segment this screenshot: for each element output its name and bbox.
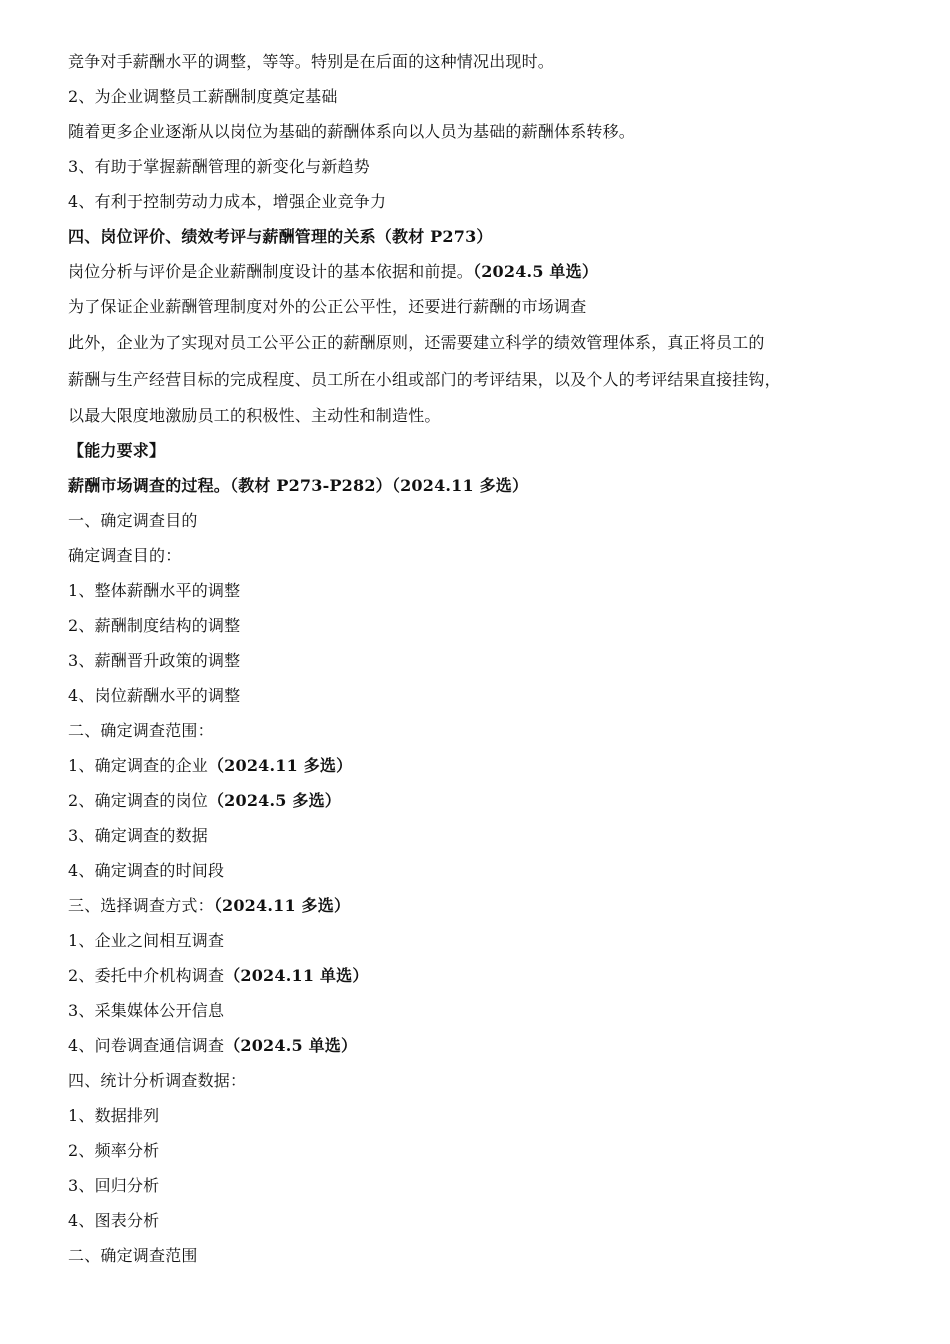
- text-line: [68, 289, 880, 324]
- text-line: [68, 468, 880, 503]
- text-line: [68, 503, 880, 538]
- text-segment: 1、整体薪酬水平的调整: [68, 581, 241, 600]
- text-segment: 4、有利于控制劳动力成本，增强企业竞争力: [68, 192, 387, 211]
- text-line: [68, 853, 880, 888]
- text-segment: 4、图表分析: [68, 1211, 160, 1230]
- bold-text-segment: 【能力要求】: [68, 441, 166, 460]
- text-line: [68, 433, 880, 468]
- text-segment: 薪酬与生产经营目标的完成程度、员工所在小组或部门的考评结果，以及个人的考评结果直接挂钩，: [68, 370, 781, 389]
- text-segment: 四、统计分析调查数据：: [68, 1071, 247, 1090]
- text-segment: 此外，企业为了实现对员工公平公正的薪酬原则，还需要建立科学的绩效管理体系，真正将员工的: [68, 333, 765, 352]
- bold-text-segment: 薪酬市场调查的过程。（教材 P273-P282）（2024.11 多选）: [68, 476, 529, 495]
- text-line: [68, 1063, 880, 1098]
- text-segment: 二、确定调查范围：: [68, 721, 214, 740]
- text-segment: 2、委托中介机构调查: [68, 966, 225, 985]
- text-line: [68, 678, 880, 713]
- text-segment: 4、确定调查的时间段: [68, 861, 225, 880]
- text-line: [68, 783, 880, 818]
- text-segment: 1、数据排列: [68, 1106, 160, 1125]
- document-page: [68, 44, 880, 1273]
- text-line: [68, 1028, 880, 1063]
- text-line: [68, 888, 880, 923]
- text-segment: 为了保证企业薪酬管理制度对外的公正公平性，还要进行薪酬的市场调查: [68, 297, 587, 316]
- text-segment: 竞争对手薪酬水平的调整，等等。特别是在后面的这种情况出现时。: [68, 52, 555, 71]
- text-segment: 2、薪酬制度结构的调整: [68, 616, 241, 635]
- bold-text-segment: （2024.11 多选）: [213, 896, 351, 915]
- text-line: [68, 573, 880, 608]
- bold-text-segment: （2024.11 多选）: [207, 756, 353, 775]
- text-line: [68, 608, 880, 643]
- text-segment: 3、确定调查的数据: [68, 826, 208, 845]
- text-segment: 4、岗位薪酬水平的调整: [68, 686, 241, 705]
- bold-text-segment: （2024.11 单选）: [224, 966, 369, 985]
- text-segment: 2、为企业调整员工薪酬制度奠定基础: [68, 87, 338, 106]
- text-segment: 一、确定调查目的: [68, 511, 198, 530]
- text-segment: 2、确定调查的岗位: [68, 791, 208, 810]
- text-line: [68, 923, 880, 958]
- bold-text-segment: （2024.5 多选）: [207, 791, 341, 810]
- text-line: [68, 538, 880, 573]
- text-segment: 1、确定调查的企业: [68, 756, 208, 775]
- text-line: [68, 324, 880, 361]
- text-line: [68, 748, 880, 783]
- text-line: [68, 44, 880, 79]
- text-segment: 确定调查目的：: [68, 546, 182, 565]
- text-line: [68, 1203, 880, 1238]
- text-segment: 三、选择调查方式：: [68, 896, 214, 915]
- text-line: [68, 114, 880, 149]
- text-line: [68, 1098, 880, 1133]
- text-line: [68, 79, 880, 114]
- text-line: [68, 219, 880, 254]
- text-line: [68, 1133, 880, 1168]
- text-line: [68, 993, 880, 1028]
- text-segment: 3、采集媒体公开信息: [68, 1001, 225, 1020]
- text-segment: 岗位分析与评价是企业薪酬制度设计的基本依据和前提。: [68, 262, 474, 281]
- text-segment: 4、问卷调查通信调查: [68, 1036, 225, 1055]
- text-segment: 3、回归分析: [68, 1176, 160, 1195]
- text-segment: 1、企业之间相互调查: [68, 931, 225, 950]
- text-line: [68, 1238, 880, 1273]
- bold-text-segment: （2024.5 单选）: [224, 1036, 358, 1055]
- text-segment: 3、有助于掌握薪酬管理的新变化与新趋势: [68, 157, 370, 176]
- text-line: [68, 149, 880, 184]
- text-segment: 二、确定调查范围: [68, 1246, 198, 1265]
- text-line: [68, 818, 880, 853]
- text-segment: 2、频率分析: [68, 1141, 160, 1160]
- bold-text-segment: （2024.5 单选）: [473, 262, 599, 281]
- text-segment: 以最大限度地激励员工的积极性、主动性和制造性。: [68, 406, 441, 425]
- text-line: [68, 643, 880, 678]
- text-line: [68, 713, 880, 748]
- text-line: [68, 184, 880, 219]
- text-segment: 3、薪酬晋升政策的调整: [68, 651, 241, 670]
- text-line: [68, 1168, 880, 1203]
- text-line: [68, 958, 880, 993]
- text-line: [68, 361, 880, 398]
- bold-text-segment: 四、岗位评价、绩效考评与薪酬管理的关系（教材 P273）: [68, 227, 493, 246]
- text-line: [68, 398, 880, 433]
- text-segment: 随着更多企业逐渐从以岗位为基础的薪酬体系向以人员为基础的薪酬体系转移。: [68, 122, 636, 141]
- text-line: [68, 254, 880, 289]
